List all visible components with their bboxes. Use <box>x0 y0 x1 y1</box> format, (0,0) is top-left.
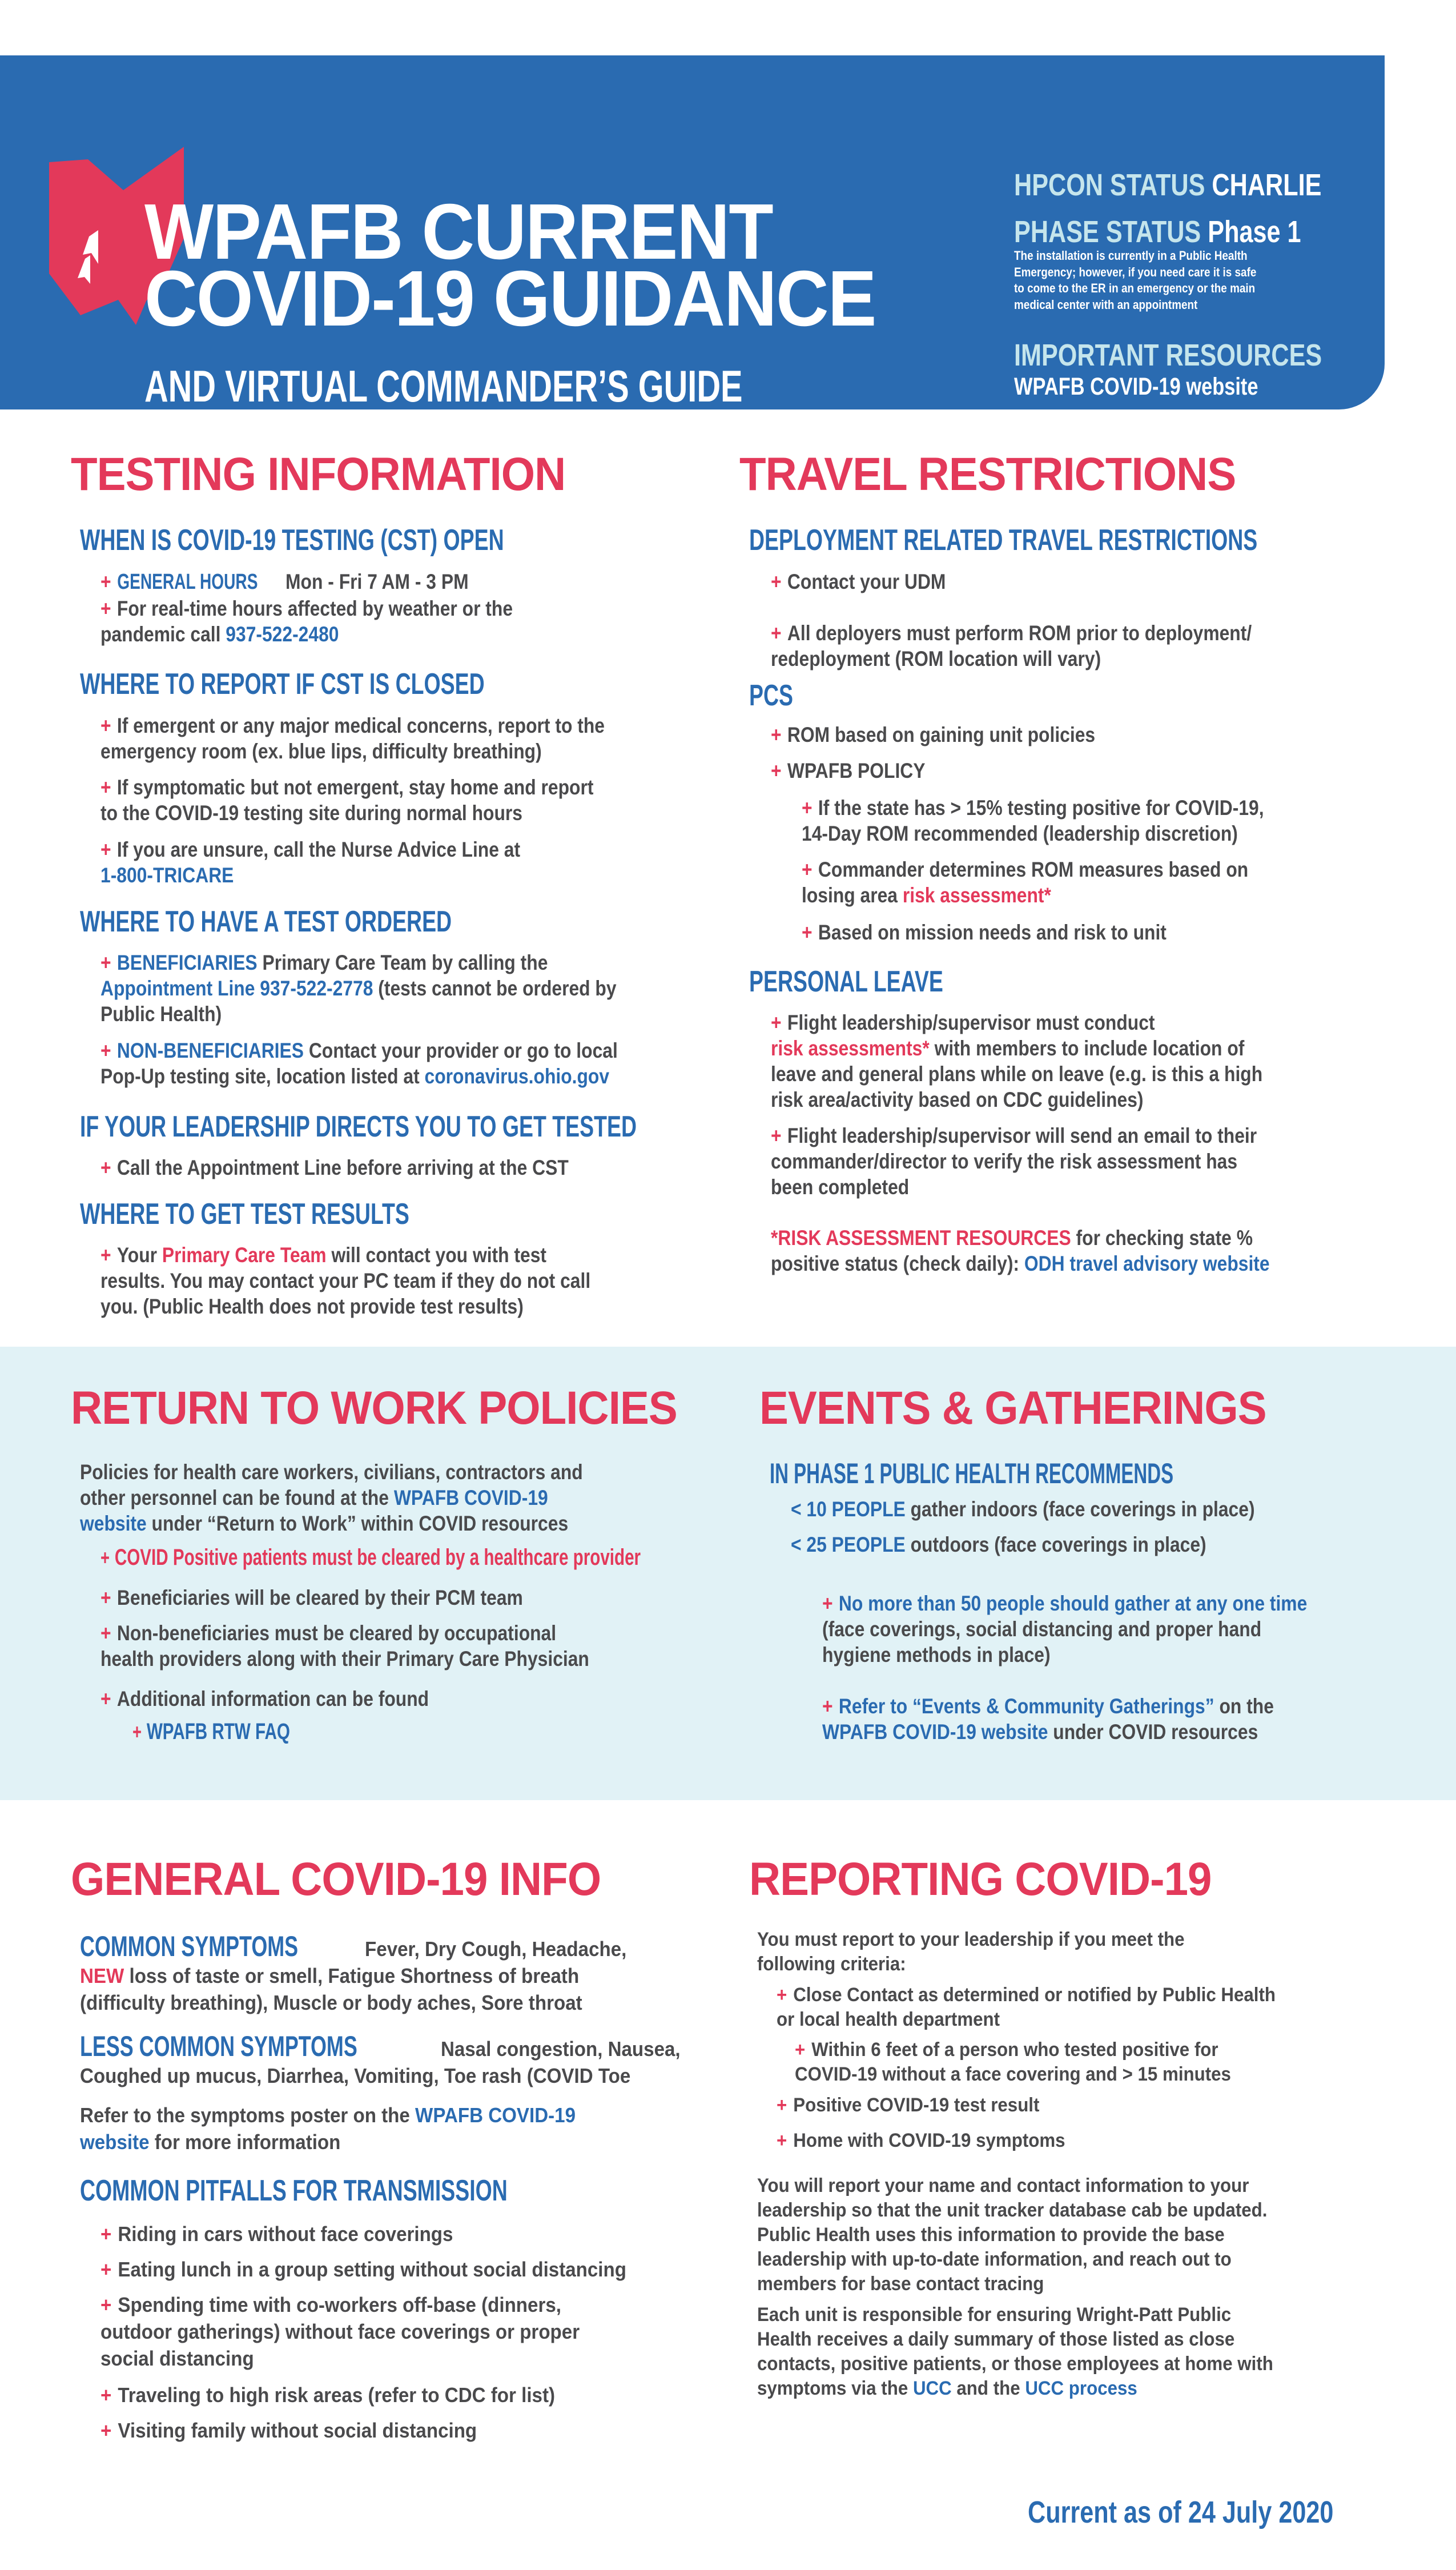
item-text: Within 6 feet of a person who tested positive for <box>811 2039 1218 2061</box>
item-text: outdoors (face coverings in place) <box>910 1533 1206 1556</box>
item-text: Additional information can be found <box>116 1687 429 1710</box>
less-common-label: LESS COMMON SYMPTOMS <box>80 2030 357 2062</box>
leave-item-2 <box>771 1123 1409 1200</box>
item-text: Each unit is responsible for ensuring Wright-Patt Public <box>757 2304 1232 2326</box>
plus-icon: + <box>100 838 111 861</box>
plus-icon: + <box>100 1243 111 1267</box>
plus-icon: + <box>100 2293 112 2316</box>
general-info-title: GENERAL COVID-19 INFO <box>71 1853 601 1905</box>
plus-icon: + <box>100 951 111 974</box>
plus-icon: + <box>100 1546 110 1569</box>
leadership-item <box>100 1155 788 1180</box>
item-text: you. (Public Health does not provide test results) <box>100 1295 524 1318</box>
beneficiaries-item <box>100 950 788 1027</box>
test-ordered-heading: WHERE TO HAVE A TEST ORDERED <box>80 905 452 938</box>
pcs-item-2 <box>771 758 1409 784</box>
item-text: Beneficiaries will be cleared by their PCM team <box>116 1586 523 1609</box>
item-text: contacts, positive patients, or those employees at home with <box>757 2353 1273 2375</box>
indoor-limit-label: < 10 PEOPLE <box>791 1497 906 1521</box>
item-text: other personnel can be found at the <box>80 1486 389 1509</box>
deployment-item-1 <box>771 569 1409 595</box>
plus-icon: + <box>100 714 111 737</box>
ucc-process-link[interactable]: UCC process <box>1025 2378 1137 2399</box>
plus-icon: + <box>822 1694 833 1718</box>
item-text: or local health department <box>777 2009 1000 2030</box>
less-common-symptoms <box>80 2030 815 2089</box>
item-text: results. You may contact your PC team if they do not call <box>100 1269 591 1292</box>
item-text: and the <box>956 2378 1020 2399</box>
item-text: for more information <box>154 2130 341 2154</box>
pcs-item-1 <box>771 722 1409 748</box>
item-text: under “Return to Work” within COVID resources <box>151 1512 569 1535</box>
personal-leave-heading: PERSONAL LEAVE <box>749 965 943 998</box>
item-text: pandemic call <box>100 623 221 646</box>
rtw-website-link-a[interactable]: WPAFB COVID-19 <box>393 1486 548 1509</box>
leave-item-1 <box>771 1010 1409 1113</box>
item-text: Health receives a daily summary of those listed as close <box>757 2328 1235 2350</box>
phase-note-line: to come to the ER in an emergency or the main <box>1014 281 1256 295</box>
item-text: Call the Appointment Line before arriving at the CST <box>116 1156 569 1179</box>
item-text: positive status (check daily): <box>771 1252 1020 1275</box>
general-hours-item <box>100 569 739 595</box>
events-item-1 <box>822 1591 1456 1668</box>
item-text: redeployment (ROM location will vary) <box>771 647 1101 670</box>
plus-icon: + <box>100 1039 111 1062</box>
phase-label: PHASE STATUS <box>1014 215 1201 249</box>
reporting-sub-item <box>795 2038 1456 2087</box>
item-text: (face coverings, social distancing and proper hand <box>822 1617 1262 1641</box>
item-text: Your <box>116 1243 158 1267</box>
deployment-item-2 <box>771 620 1409 672</box>
rtw-intro <box>80 1459 718 1536</box>
non-beneficiaries-label: NON-BENEFICIARIES <box>116 1039 304 1062</box>
rtw-item-2 <box>100 1585 788 1611</box>
wpafb-rtw-faq-link[interactable]: WPAFB RTW FAQ <box>146 1719 290 1744</box>
item-text: Positive COVID-19 test result <box>793 2094 1040 2116</box>
coronavirus-ohio-link[interactable]: coronavirus.ohio.gov <box>424 1065 610 1088</box>
general-hours-value: Mon - Fri 7 AM - 3 PM <box>285 570 469 593</box>
item-text: health providers along with their Primary Care Physician <box>100 1647 589 1670</box>
item-text: with members to include location of <box>934 1037 1245 1060</box>
plus-icon: + <box>771 759 782 782</box>
rtw-item-1 <box>100 1545 692 1571</box>
plus-icon: + <box>771 570 782 593</box>
item-text: ROM based on gaining unit policies <box>787 723 1096 746</box>
item-text: Public Health) <box>100 1002 222 1026</box>
pitfall-item <box>100 2256 836 2283</box>
current-as-of-date: Current as of 24 July 2020 <box>1028 2495 1334 2529</box>
phase1-recommends-heading: IN PHASE 1 PUBLIC HEALTH RECOMMENDS <box>770 1457 1174 1489</box>
outdoor-limit-label: < 25 PEOPLE <box>791 1533 906 1556</box>
plus-icon: + <box>100 570 111 593</box>
item-text: Primary Care Team by calling the <box>262 951 548 974</box>
item-text: risk area/activity based on CDC guidelines) <box>771 1088 1144 1111</box>
plus-icon: + <box>771 723 782 746</box>
item-text: loss of taste or smell, Fatigue Shortness of breath <box>129 1964 580 1987</box>
item-text: If symptomatic but not emergent, stay home and report <box>116 776 594 799</box>
closed-item-2 <box>100 774 788 826</box>
new-badge: NEW <box>80 1964 124 1987</box>
wpafb-covid-website-link[interactable]: WPAFB COVID-19 website <box>1014 373 1258 400</box>
tricare-phone-link[interactable]: 1-800-TRICARE <box>100 864 234 887</box>
outdoor-limit <box>791 1532 1429 1557</box>
rtw-website-link-b[interactable]: website <box>80 1512 147 1535</box>
plus-icon: + <box>100 1687 111 1710</box>
item-text: (tests cannot be ordered by <box>378 977 617 1000</box>
pitfalls-heading: COMMON PITFALLS FOR TRANSMISSION <box>80 2174 508 2207</box>
results-item <box>100 1242 788 1319</box>
rtw-item-4 <box>100 1686 788 1712</box>
closed-item-1 <box>100 713 788 764</box>
item-text: Commander determines ROM measures based on <box>818 858 1249 881</box>
hpcon-value: CHARLIE <box>1212 168 1322 202</box>
item-text: commander/director to verify the risk assessment has <box>771 1150 1238 1173</box>
risk-assessments-link[interactable]: risk assessments* <box>771 1037 930 1060</box>
pcs-sub-item-1 <box>802 795 1440 846</box>
pitfall-item <box>100 2382 836 2408</box>
item-text: COVID-19 without a face covering and > 15 minutes <box>795 2063 1231 2085</box>
pcs-sub-item-2 <box>802 857 1440 908</box>
beneficiaries-label: BENEFICIARIES <box>116 951 258 974</box>
symptoms-poster-note <box>80 2102 815 2155</box>
plus-icon: + <box>795 2039 806 2061</box>
plus-icon: + <box>100 2419 112 2442</box>
primary-care-team-highlight: Primary Care Team <box>162 1243 327 1267</box>
item-text: Nasal congestion, Nausea, <box>440 2037 681 2061</box>
subtitle: AND VIRTUAL COMMANDER’S GUIDE <box>144 361 743 411</box>
pcs-sub-item-3 <box>802 919 1440 945</box>
common-symptoms <box>80 1930 815 2016</box>
risk-resources-label: *RISK ASSESSMENT RESOURCES <box>771 1226 1071 1250</box>
item-text: If emergent or any major medical concerns, report to the <box>116 714 605 737</box>
rtw-item-3 <box>100 1620 788 1672</box>
plus-icon: + <box>100 1621 111 1645</box>
item-text: gather indoors (face coverings in place) <box>910 1497 1255 1521</box>
item-text: Refer to the symptoms poster on the <box>80 2103 410 2127</box>
plus-icon: + <box>777 2130 787 2151</box>
title-line-1: WPAFB CURRENT <box>144 188 773 276</box>
reporting-item-3 <box>777 2129 1456 2153</box>
item-text: Pop-Up testing site, location listed at <box>100 1065 420 1088</box>
pandemic-phone-link[interactable]: 937-522-2480 <box>226 623 339 646</box>
leadership-heading: IF YOUR LEADERSHIP DIRECTS YOU TO GET TESTED <box>80 1110 637 1143</box>
risk-assessment-link[interactable]: risk assessment* <box>902 884 1051 907</box>
title-line-2: COVID-19 GUIDANCE <box>144 255 876 343</box>
odh-travel-advisory-link[interactable]: ODH travel advisory website <box>1024 1252 1270 1275</box>
item-text: symptoms via the <box>757 2378 908 2399</box>
pcs-heading: PCS <box>749 679 793 712</box>
item-text: You will report your name and contact information to your <box>757 2175 1249 2196</box>
plus-icon: + <box>132 1720 142 1744</box>
reporting-paragraph-1 <box>757 2174 1440 2296</box>
reporting-item-2 <box>777 2093 1456 2118</box>
plus-icon: + <box>822 1592 833 1615</box>
item-text: Spending time with co-workers off-base (dinners, <box>118 2293 561 2316</box>
item-text: If the state has > 15% testing positive for COVID-19, <box>818 796 1264 820</box>
item-text: members for base contact tracing <box>757 2273 1044 2295</box>
item-text: Flight leadership/supervisor must conduct <box>787 1011 1155 1034</box>
plus-icon: + <box>100 1156 111 1179</box>
phase-note-line: medical center with an appointment <box>1014 297 1198 312</box>
events-item-2 <box>822 1693 1456 1745</box>
events-website-link[interactable]: WPAFB COVID-19 website <box>822 1720 1048 1744</box>
item-text: Visiting family without social distancing <box>118 2419 477 2442</box>
item-text: If you are unsure, call the Nurse Advice Line at <box>116 838 521 861</box>
phase-value: Phase 1 <box>1208 215 1301 249</box>
item-text: Traveling to high risk areas (refer to CDC for list) <box>118 2383 556 2407</box>
item-text: losing area <box>802 884 898 907</box>
header-banner <box>0 55 1385 409</box>
plus-icon: + <box>777 2094 787 2116</box>
non-beneficiaries-item <box>100 1038 788 1089</box>
item-text: leadership so that the unit tracker database cab be updated. <box>757 2199 1268 2221</box>
item-text: All deployers must perform ROM prior to deployment/ <box>787 621 1252 645</box>
item-text: Based on mission needs and risk to unit <box>818 921 1167 944</box>
indoor-limit <box>791 1496 1429 1522</box>
item-text: Non-beneficiaries must be cleared by occupational <box>116 1621 557 1645</box>
hpcon-label: HPCON STATUS <box>1014 168 1205 202</box>
item-text: For real-time hours affected by weather or the <box>116 597 513 620</box>
plus-icon: + <box>802 921 813 944</box>
item-text: Flight leadership/supervisor will send an email to their <box>787 1124 1257 1147</box>
item-text: Policies for health care workers, civilians, contractors and <box>80 1460 583 1484</box>
item-text: been completed <box>771 1175 910 1199</box>
plus-icon: + <box>100 2383 112 2407</box>
common-symptoms-label: COMMON SYMPTOMS <box>80 1930 299 1962</box>
plus-icon: + <box>802 796 813 820</box>
item-text: Public Health uses this information to provide the base <box>757 2224 1225 2246</box>
max-50-people-text: No more than 50 people should gather at any one time <box>838 1592 1308 1615</box>
plus-icon: + <box>777 1984 787 2006</box>
closed-heading: WHERE TO REPORT IF CST IS CLOSED <box>80 668 485 701</box>
plus-icon: + <box>771 1124 782 1147</box>
symptoms-website-link-b[interactable]: website <box>80 2130 150 2154</box>
item-text: Contact your provider or go to local <box>308 1039 618 1062</box>
item-text: WPAFB POLICY <box>787 759 926 782</box>
item-text: outdoor gatherings) without face coverings or proper <box>100 2320 580 2343</box>
events-community-gatherings-text: Refer to “Events & Community Gatherings” <box>838 1694 1214 1718</box>
pitfall-item <box>100 2291 836 2372</box>
general-hours-label: GENERAL HOURS <box>116 570 258 594</box>
plus-icon: + <box>771 1011 782 1034</box>
reporting-paragraph-2 <box>757 2303 1440 2401</box>
reporting-title: REPORTING COVID-19 <box>749 1853 1212 1905</box>
return-to-work-title: RETURN TO WORK POLICIES <box>71 1382 677 1434</box>
deployment-heading: DEPLOYMENT RELATED TRAVEL RESTRICTIONS <box>749 524 1258 557</box>
item-text: leadership with up-to-date information, and reach out to <box>757 2248 1232 2270</box>
item-text: You must report to your leadership if you meet the <box>757 1929 1185 1950</box>
item-text: (difficulty breathing), Muscle or body aches, Sore throat <box>80 1991 582 2014</box>
plus-icon: + <box>771 621 782 645</box>
testing-information-title: TESTING INFORMATION <box>71 448 566 500</box>
reporting-intro <box>757 1928 1440 1977</box>
travel-restrictions-title: TRAVEL RESTRICTIONS <box>739 448 1236 500</box>
item-text: Eating lunch in a group setting without social distancing <box>118 2258 626 2281</box>
item-text: to the COVID-19 testing site during normal hours <box>100 801 522 825</box>
pitfall-item <box>100 2220 836 2247</box>
phase-note-line: Emergency; however, if you need care it is safe <box>1014 264 1257 279</box>
closed-item-3 <box>100 837 788 888</box>
pitfall-item <box>100 2417 836 2444</box>
rtw-sub-item <box>132 1719 470 1745</box>
item-text: following criteria: <box>757 1953 906 1975</box>
item-text: social distancing <box>100 2347 254 2370</box>
reporting-item-1 <box>777 1983 1456 2032</box>
item-text: under COVID resources <box>1053 1720 1258 1744</box>
hpcon-status <box>1014 170 1321 200</box>
item-text: Coughed up mucus, Diarrhea, Vomiting, Toe rash (COVID Toe <box>80 2064 631 2087</box>
plus-icon: + <box>100 776 111 799</box>
plus-icon: + <box>100 1586 111 1609</box>
item-text: hygiene methods in place) <box>822 1643 1051 1667</box>
phase-note-line: The installation is currently in a Public Health <box>1014 248 1248 263</box>
plus-icon: + <box>100 597 111 620</box>
plus-icon: + <box>100 2258 112 2281</box>
ucc-link[interactable]: UCC <box>912 2378 952 2399</box>
realtime-hours-item <box>100 596 739 647</box>
when-open-heading: WHEN IS COVID-19 TESTING (CST) OPEN <box>80 524 504 557</box>
item-text: Home with COVID-19 symptoms <box>793 2130 1065 2151</box>
phase-status <box>1014 216 1301 247</box>
item-text: Riding in cars without face coverings <box>118 2222 453 2246</box>
results-heading: WHERE TO GET TEST RESULTS <box>80 1198 409 1231</box>
item-text: 14-Day ROM recommended (leadership discretion) <box>802 822 1238 845</box>
covid-positive-cleared-text: COVID Positive patients must be cleared by a healthcare provider <box>114 1545 641 1570</box>
plus-icon: + <box>802 858 813 881</box>
item-text: Fever, Dry Cough, Headache, <box>365 1937 627 1961</box>
item-text: for checking state % <box>1076 1226 1253 1250</box>
important-resources-heading: IMPORTANT RESOURCES <box>1014 338 1322 372</box>
item-text: emergency room (ex. blue lips, difficulty breathing) <box>100 740 542 763</box>
item-text: will contact you with test <box>331 1243 547 1267</box>
phase-note <box>1014 248 1256 313</box>
plus-icon: + <box>100 2222 112 2246</box>
item-text: leave and general plans while on leave (e.g. is this a high <box>771 1062 1263 1086</box>
risk-assessment-resources <box>771 1225 1409 1276</box>
item-text: Contact your UDM <box>787 570 946 593</box>
symptoms-website-link-a[interactable]: WPAFB COVID-19 <box>415 2103 576 2127</box>
item-text: Close Contact as determined or notified by Public Health <box>793 1984 1276 2006</box>
item-text: on the <box>1219 1694 1274 1718</box>
events-gatherings-title: EVENTS & GATHERINGS <box>759 1382 1266 1434</box>
appointment-line-link[interactable]: Appointment Line 937-522-2778 <box>100 977 373 1000</box>
